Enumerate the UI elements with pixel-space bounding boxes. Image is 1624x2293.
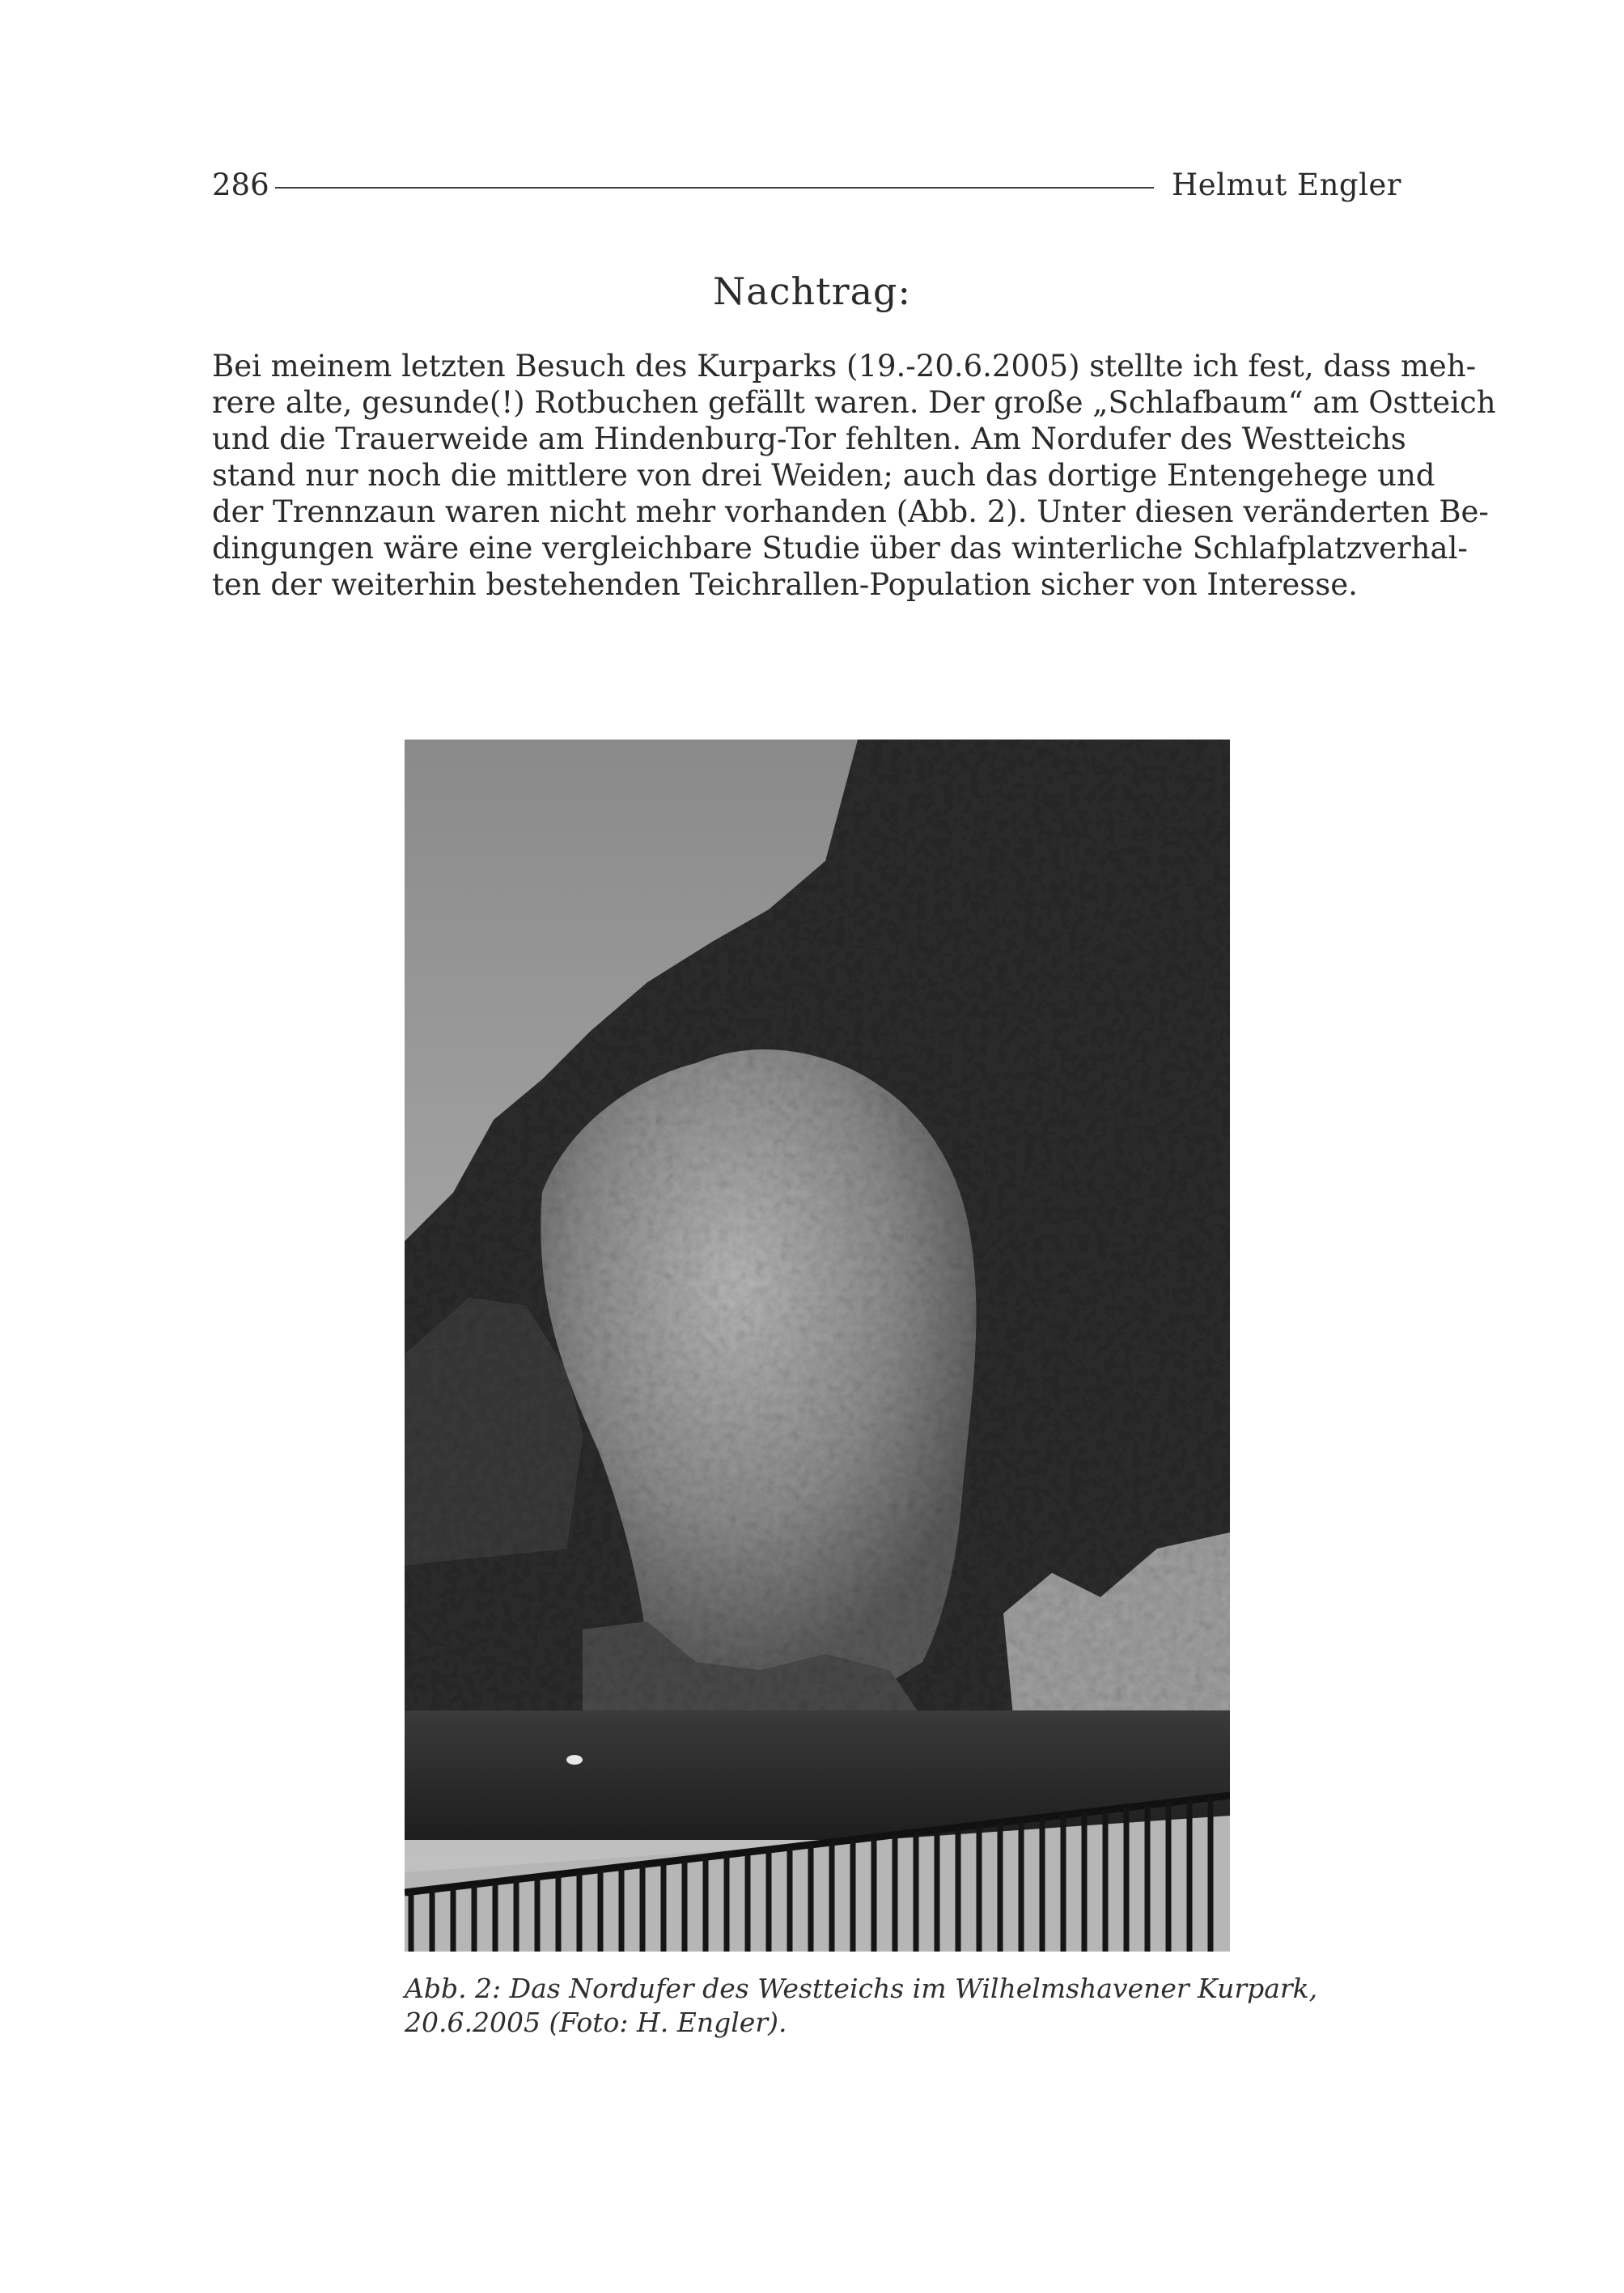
paragraph-line: der Trennzaun waren nicht mehr vorhanden (Abb. 2). Unter diesen veränderten Be- bbox=[212, 494, 1489, 529]
running-author: Helmut Engler bbox=[1172, 167, 1401, 202]
caption-line: Abb. 2: Das Nordufer des Westteichs im Wilhelmshavener Kurpark, bbox=[405, 1973, 1318, 2004]
page-number: 286 bbox=[212, 167, 269, 202]
waterbird bbox=[566, 1755, 583, 1765]
body-paragraph bbox=[212, 348, 1496, 603]
photo-willow-pond bbox=[405, 740, 1230, 1952]
section-title: Nachtrag: bbox=[713, 269, 911, 313]
figure-caption bbox=[405, 1972, 1318, 2040]
running-header bbox=[212, 166, 1401, 205]
caption-line: 20.6.2005 (Foto: H. Engler). bbox=[405, 2007, 787, 2038]
paragraph-line: und die Trauerweide am Hindenburg-Tor fehlten. Am Nordufer des Westteichs bbox=[212, 422, 1406, 456]
paragraph-line: ten der weiterhin bestehenden Teichrallen-Population sicher von Interesse. bbox=[212, 567, 1358, 602]
paragraph-line: stand nur noch die mittlere von drei Weiden; auch das dortige Entengehege und bbox=[212, 458, 1435, 493]
header-rule bbox=[275, 187, 1154, 189]
paragraph-line: rere alte, gesunde(!) Rotbuchen gefällt waren. Der große „Schlafbaum“ am Ostteich bbox=[212, 385, 1496, 420]
figure-photo bbox=[405, 740, 1230, 1952]
paragraph-line: Bei meinem letzten Besuch des Kurparks (19.-20.6.2005) stellte ich fest, dass meh- bbox=[212, 349, 1477, 384]
paragraph-line: dingungen wäre eine vergleichbare Studie über das winterliche Schlafplatzverhal- bbox=[212, 531, 1468, 566]
